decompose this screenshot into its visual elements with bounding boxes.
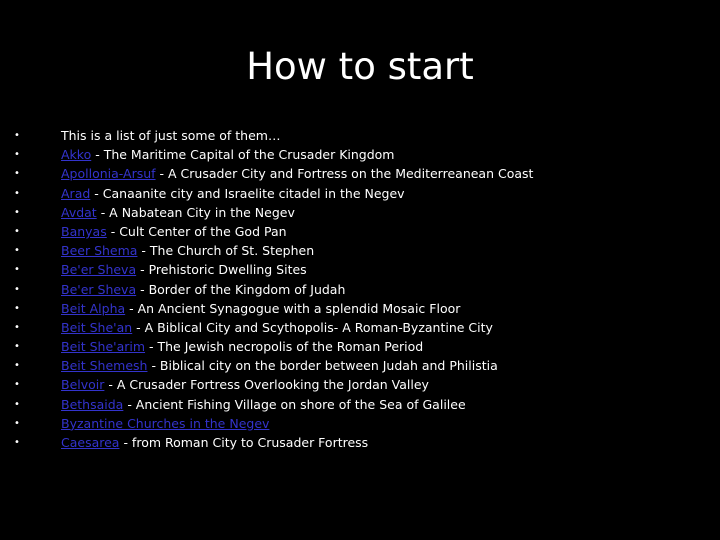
bullet: • bbox=[14, 130, 20, 141]
list-item bbox=[61, 280, 711, 299]
site-description: - A Crusader Fortress Overlooking the Jordan Valley bbox=[104, 377, 429, 393]
site-description: - An Ancient Synagogue with a splendid Mosaic Floor bbox=[125, 300, 461, 316]
list-item bbox=[61, 356, 711, 375]
site-link[interactable]: Beer Shema bbox=[61, 243, 138, 259]
site-link[interactable]: Byzantine Churches in the Negev bbox=[61, 415, 270, 431]
slide-title: How to start bbox=[246, 45, 474, 88]
bullet: • bbox=[14, 360, 20, 372]
list-item bbox=[61, 299, 711, 318]
site-description: - The Maritime Capital of the Crusader Kingdom bbox=[91, 147, 395, 163]
list-item bbox=[61, 337, 711, 356]
list-item bbox=[61, 145, 711, 164]
site-link[interactable]: Avdat bbox=[61, 204, 97, 220]
site-description: - The Church of St. Stephen bbox=[137, 243, 315, 259]
site-link[interactable]: Be'er Sheva bbox=[61, 281, 137, 297]
list-item bbox=[61, 241, 711, 260]
bullet: • bbox=[14, 437, 20, 448]
site-description: - The Jewish necropolis of the Roman Period bbox=[145, 339, 424, 355]
bullet: • bbox=[14, 398, 20, 410]
site-list bbox=[61, 126, 711, 452]
bullet: • bbox=[14, 417, 20, 429]
bullet: • bbox=[14, 264, 20, 276]
bullet: • bbox=[14, 341, 20, 353]
bullet: • bbox=[14, 206, 20, 218]
bullet: • bbox=[14, 302, 20, 314]
list-item bbox=[61, 203, 711, 222]
site-link[interactable]: Beit She'arim bbox=[61, 339, 146, 355]
intro-text: This is a list of just some of them… bbox=[61, 128, 281, 143]
bullet: • bbox=[14, 149, 20, 161]
bullet-column bbox=[14, 126, 20, 452]
site-link[interactable]: Beit Shemesh bbox=[61, 358, 148, 374]
list-item bbox=[61, 222, 711, 241]
site-link[interactable]: Bethsaida bbox=[61, 396, 124, 412]
site-description: - Border of the Kingdom of Judah bbox=[136, 281, 346, 297]
site-link[interactable]: Akko bbox=[61, 147, 92, 163]
bullet: • bbox=[14, 225, 20, 237]
bullet: • bbox=[14, 379, 20, 391]
list-item bbox=[61, 318, 711, 337]
site-description: - A Biblical City and Scythopolis- A Roman-Byzantine City bbox=[132, 319, 493, 335]
bullet: • bbox=[14, 245, 20, 257]
site-link[interactable]: Apollonia-Arsuf bbox=[61, 166, 156, 182]
site-link[interactable]: Be'er Sheva bbox=[61, 262, 137, 278]
site-link[interactable]: Arad bbox=[61, 185, 91, 201]
list-item bbox=[61, 164, 711, 183]
list-item bbox=[61, 260, 711, 279]
site-description: - A Crusader City and Fortress on the Mediterreanean Coast bbox=[155, 166, 534, 182]
list-item bbox=[61, 433, 711, 452]
site-description: - Biblical city on the border between Judah and Philistia bbox=[147, 358, 498, 374]
bullet: • bbox=[14, 283, 20, 295]
list-item bbox=[61, 395, 711, 414]
site-link[interactable]: Beit Alpha bbox=[61, 300, 126, 316]
site-description: - Prehistoric Dwelling Sites bbox=[136, 262, 307, 278]
site-description: - Ancient Fishing Village on shore of the Sea of Galilee bbox=[123, 396, 466, 412]
bullet: • bbox=[14, 321, 20, 333]
site-description: - Canaanite city and Israelite citadel in the Negev bbox=[90, 185, 405, 201]
site-description: - Cult Center of the God Pan bbox=[106, 223, 287, 239]
list-item bbox=[61, 375, 711, 394]
site-link[interactable]: Beit She'an bbox=[61, 319, 133, 335]
site-description: - A Nabatean City in the Negev bbox=[96, 204, 295, 220]
list-item bbox=[61, 184, 711, 203]
bullet: • bbox=[14, 187, 20, 199]
site-link[interactable]: Banyas bbox=[61, 223, 107, 239]
site-link[interactable]: Belvoir bbox=[61, 377, 105, 393]
site-link[interactable]: Caesarea bbox=[61, 435, 120, 450]
list-item bbox=[61, 414, 711, 433]
site-description: - from Roman City to Crusader Fortress bbox=[119, 435, 369, 450]
bullet: • bbox=[14, 168, 20, 180]
